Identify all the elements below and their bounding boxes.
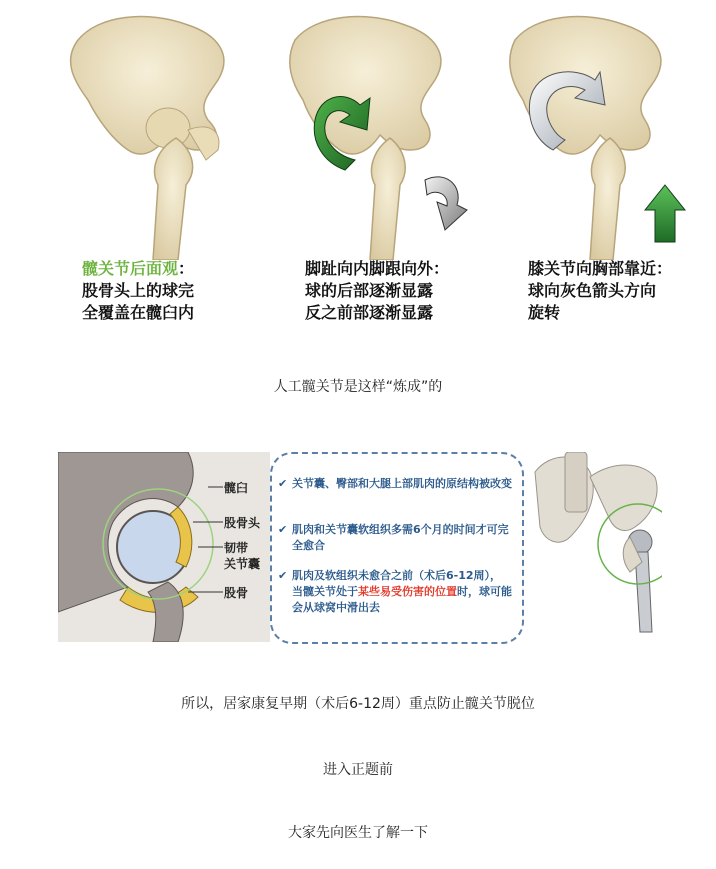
- hip-anatomy-diagram: [58, 452, 662, 642]
- note-3-pre: 肌肉及软组织未愈合之前（术后6-12周），当髋关节处于: [292, 569, 502, 598]
- panel-2-line-2: 反之前部逐渐显露: [305, 303, 434, 322]
- label-capsule: 关节囊: [224, 557, 261, 571]
- check-icon: ✔: [278, 523, 288, 536]
- note-1-text: 关节囊、臀部和大腿上部肌肉的原结构被改变: [292, 477, 512, 490]
- label-femur: 股骨: [224, 586, 249, 600]
- panel-1-title-rest: ：: [178, 259, 195, 278]
- note-2-text: 肌肉和关节囊软组织多需6个月的时间才可完全愈合: [292, 523, 509, 552]
- check-icon: ✔: [278, 477, 288, 490]
- panel-1-line-1: 股骨头上的球完: [82, 281, 195, 300]
- artificial-hip-implant-illustration: [530, 452, 662, 642]
- panel-1-caption: [82, 258, 282, 324]
- note-3: [278, 568, 512, 616]
- hip-illustration-rotation-2: [505, 10, 705, 260]
- notes-box: [270, 452, 524, 644]
- hip-bone-illustration-3: [505, 10, 705, 260]
- label-acetabulum: 髋臼: [224, 481, 249, 495]
- hip-bone-illustration-1: [58, 10, 258, 260]
- note-3-warning: 某些易受伤害的位置: [358, 585, 457, 598]
- panel-2-line-1: 球的后部逐渐显露: [305, 281, 434, 300]
- hip-illustration-posterior: [58, 10, 258, 260]
- panel-3-title-rest: 膝关节向胸部靠近：: [528, 259, 673, 278]
- hip-illustration-rotation-1: [285, 10, 485, 260]
- caption-artificial-hip: 人工髋关节是这样“炼成”的: [273, 379, 443, 395]
- panel-1-title-highlight: 髋关节后面观: [82, 259, 179, 278]
- hip-bone-illustration-2: [285, 10, 485, 260]
- paragraph-ask-doctor: 大家先向医生了解一下: [288, 825, 428, 841]
- panel-3-line-1: 球向灰色箭头方向: [528, 281, 657, 300]
- panel-3-line-2: 旋转: [528, 303, 561, 322]
- panel-3-caption: [528, 258, 716, 324]
- label-ligament: 韧带: [224, 541, 249, 555]
- note-3-post: 时，球可能会从球窝中滑出去: [292, 585, 512, 614]
- panel-2-caption: [305, 258, 505, 324]
- label-femoral-head: 股骨头: [224, 516, 261, 530]
- paragraph-prevent-dislocation: 所以，居家康复早期（术后6-12周）重点防止髋关节脱位: [181, 696, 535, 712]
- note-1: [278, 476, 512, 492]
- note-2: [278, 522, 512, 554]
- panel-2-title-rest: 脚趾向内脚跟向外：: [305, 259, 450, 278]
- paragraph-before-topic: 进入正题前: [323, 762, 393, 778]
- check-icon: ✔: [278, 569, 288, 582]
- panel-1-line-2: 全覆盖在髋臼内: [82, 303, 195, 322]
